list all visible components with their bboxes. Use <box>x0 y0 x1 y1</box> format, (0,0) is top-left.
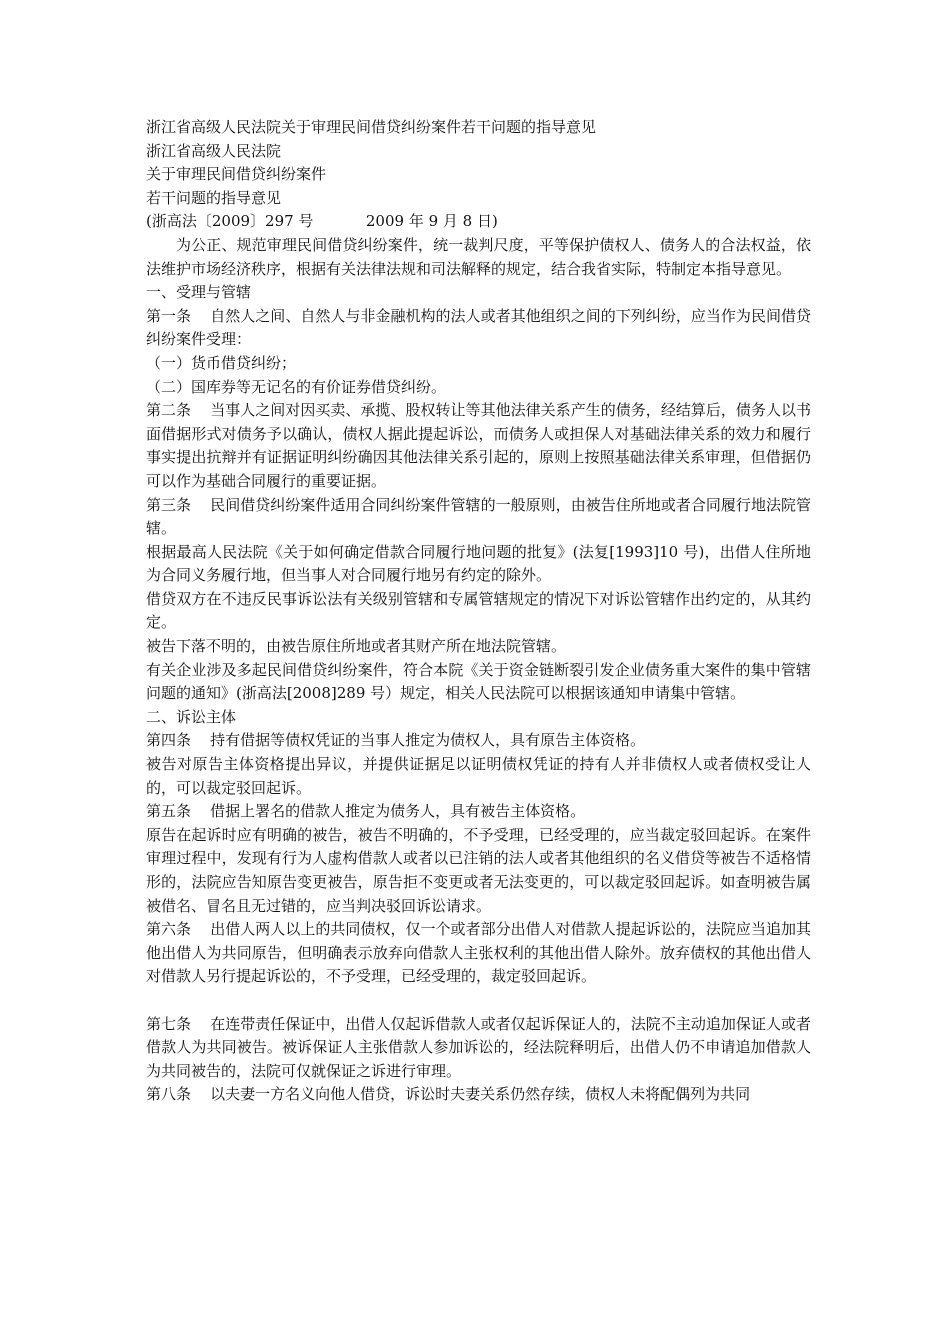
article-3-paragraph-2: 根据最高人民法院《关于如何确定借款合同履行地问题的批复》(法复[1993]10 号)，出借人住所地为合同义务履行地，但当事人对合同履行地另有约定的除外。 <box>146 542 811 585</box>
article-8: 第八条 以夫妻一方名义向他人借贷，诉讼时夫妻关系仍然存续，债权人未将配偶列为共同 <box>146 1085 751 1104</box>
article-2: 第二条 当事人之间对因买卖、承揽、股权转让等其他法律关系产生的债务，经结算后，债务人以书面借据形式对债务予以确认，债权人据此提起诉讼，而债务人或担保人对基础法律关系的效力和履行事实提出抗辩并有证据证明纠纷确因其他法律关系引起的，原则上按照基础法律关系审理，但借据仍可以作为基础合同履行的重要证据。 <box>146 401 811 490</box>
section-heading-2: 二、诉讼主体 <box>146 707 237 726</box>
article-3-paragraph-3: 借贷双方在不违反民事诉讼法有关级别管辖和专属管辖规定的情况下对诉讼管辖作出约定的，从其约定。 <box>146 589 811 632</box>
preamble-paragraph: 为公正、规范审理民间借贷纠纷案件，统一裁判尺度，平等保护债权人、债务人的合法权益，依法维护市场经济秩序，根据有关法律法规和司法解释的规定，结合我省实际，特制定本指导意见。 <box>146 235 811 278</box>
article-3-paragraph-5: 有关企业涉及多起民间借贷纠纷案件，符合本院《关于资金链断裂引发企业债务重大案件的集中管辖问题的通知》(浙高法[2008]289 号）规定，相关人民法院可以根据该通知申请集中管辖。 <box>146 660 811 703</box>
article-5: 第五条 借据上署名的借款人推定为债务人，具有被告主体资格。 <box>146 802 586 821</box>
article-1-item-1: （一）货币借贷纠纷； <box>146 353 297 372</box>
section-heading-1: 一、受理与管辖 <box>146 283 252 302</box>
article-7: 第七条 在连带责任保证中，出借人仅起诉借款人或者仅起诉保证人的，法院不主动追加保证人或者借款人为共同被告。被诉保证人主张借款人参加诉讼的，经法院释明后，出借人仍不申请追加借款人为共同被告的，法院可仅就保证之诉进行审理。 <box>146 1014 811 1080</box>
article-5-paragraph-2: 原告在起诉时应有明确的被告，被告不明确的，不予受理，已经受理的，应当裁定驳回起诉。在案件审理过程中，发现有行为人虚构借款人或者以已注销的法人或者其他组织的名义借贷等被告不适格情形的，法院应告知原告变更被告，原告拒不变更或者无法变更的，可以裁定驳回起诉。如查明被告属被借名、冒名且无过错的，应当判决驳回诉讼请求。 <box>146 825 811 915</box>
article-4: 第四条 持有借据等债权凭证的当事人推定为债权人，具有原告主体资格。 <box>146 731 646 750</box>
blank-line <box>146 989 811 1013</box>
article-1-item-2: （二）国库券等无记名的有价证券借贷纠纷。 <box>146 377 447 396</box>
article-1: 第一条 自然人之间、自然人与非金融机构的法人或者其他组织之间的下列纠纷，应当作为民间借贷纠纷案件受理： <box>146 306 811 349</box>
document-number: (浙高法〔2009〕297 号 2009 年 9 月 8 日) <box>146 212 498 231</box>
document-subtitle-2: 若干问题的指导意见 <box>146 188 282 207</box>
document-title: 浙江省高级人民法院关于审理民间借贷纠纷案件若干问题的指导意见 <box>146 118 597 136</box>
article-4-paragraph-2: 被告对原告主体资格提出异议，并提供证据足以证明债权凭证的持有人并非债权人或者债权受让人的，可以裁定驳回起诉。 <box>146 755 811 797</box>
article-6: 第六条 出借人两人以上的共同债权，仅一个或者部分出借人对借款人提起诉讼的，法院应当追加其他出借人为共同原告，但明确表示放弃向借款人主张权利的其他出借人除外。放弃债权的其他出借人对借款人另行提起诉讼的，不予受理，已经受理的，裁定驳回起诉。 <box>146 920 811 986</box>
article-3-paragraph-4: 被告下落不明的，由被告原住所地或者其财产所在地法院管辖。 <box>146 637 567 656</box>
document-body <box>146 116 811 1107</box>
article-3: 第三条 民间借贷纠纷案件适用合同纠纷案件管辖的一般原则，由被告住所地或者合同履行地法院管辖。 <box>146 495 811 538</box>
document-subtitle-1: 关于审理民间借贷纠纷案件 <box>146 165 327 184</box>
issuer-name: 浙江省高级人民法院 <box>146 141 282 160</box>
